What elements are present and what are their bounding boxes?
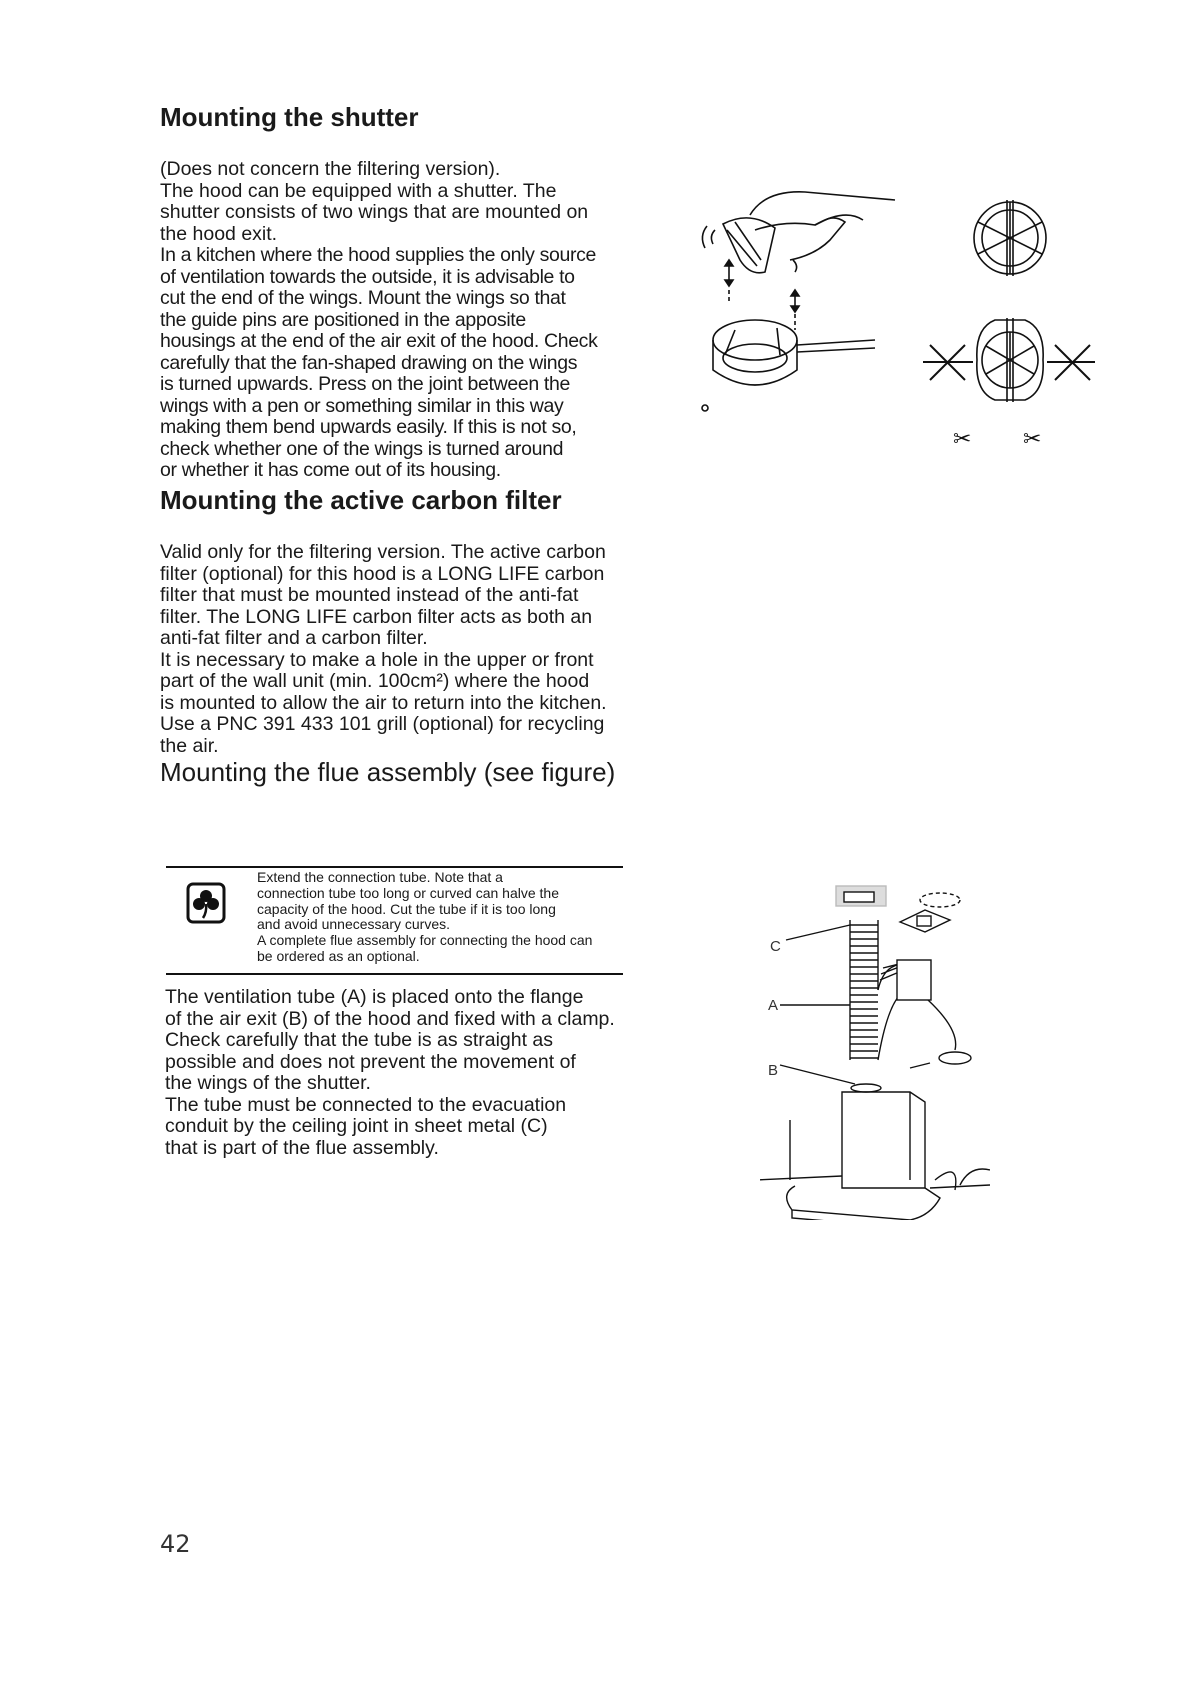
shutter-paragraph-1: (Does not concern the filtering version). The hood can be equipped with a shutter. The shutter consists of two wings that are mounted on the hood exit. (160, 158, 589, 245)
clover-icon (186, 882, 226, 924)
carbon-paragraph-1: Valid only for the filtering version. The active carbon filter (optional) for this hood is a LONG LIFE carbon filter that must be mounted instead of the anti-fat filter. The LONG LIFE carbon filter acts as both an anti-fat filter and a carbon filter. (160, 541, 606, 649)
scissors-icon: ✂ (1023, 426, 1042, 451)
flue-paragraph-2: The tube must be connected to the evacuation conduit by the ceiling joint in sheet metal (C) that is part of the flue assembly. (165, 1093, 567, 1159)
heading-flue-assembly: Mounting the flue assembly (see figure) (160, 757, 616, 787)
environment-note: Extend the connection tube. Note that a connection tube too long or curved can halve the capacity of the hood. Cut the tube if it is too long and avoid unnecessary curves. A complete flue assembly for connecting the hood can be ordered as an optional. (257, 869, 593, 964)
heading-mounting-shutter: Mounting the shutter (160, 102, 419, 132)
label-c: C (770, 938, 781, 955)
shutter-paragraph-2: In a kitchen where the hood supplies the only source of ventilation towards the outside, it is advisable to cut the end of the wings. Mount the wings so that the guide pins are positioned in the apposite housings at the end of the air exit of the hood. Check carefully that the fan-shaped drawing on the wings is turned upwards. Press on the joint between the wings with a pen or something similar in this way making them bend upwards easily. If this is not so, check whether one of the wings is turned around or whether it has come out of its housing. (160, 244, 598, 481)
note-bottom-rule (166, 973, 623, 975)
flue-paragraph-1: The ventilation tube (A) is placed onto the flange of the air exit (B) of the hood and fixed with a clamp. Check carefully that the tube is as straight as possible and does not prevent the movement of the wings of the shutter. (165, 986, 615, 1094)
carbon-paragraph-2: It is necessary to make a hole in the upper or front part of the wall unit (min. 100cm²) where the hood is mounted to allow the air to return into the kitchen. Use a PNC 391 433 101 grill (optional) for recycling the air. (160, 648, 607, 757)
label-a: A (768, 997, 779, 1014)
shutter-figure (695, 180, 1095, 460)
label-b: B (768, 1062, 779, 1079)
flue-figure (760, 880, 990, 1220)
carbon-text (160, 542, 650, 757)
shutter-text (160, 159, 650, 482)
flue-text (165, 987, 665, 1159)
heading-carbon-filter: Mounting the active carbon filter (160, 485, 562, 515)
scissors-icon: ✂ (953, 426, 972, 451)
note-top-rule (166, 866, 623, 868)
page-number: 42 (160, 1530, 191, 1558)
